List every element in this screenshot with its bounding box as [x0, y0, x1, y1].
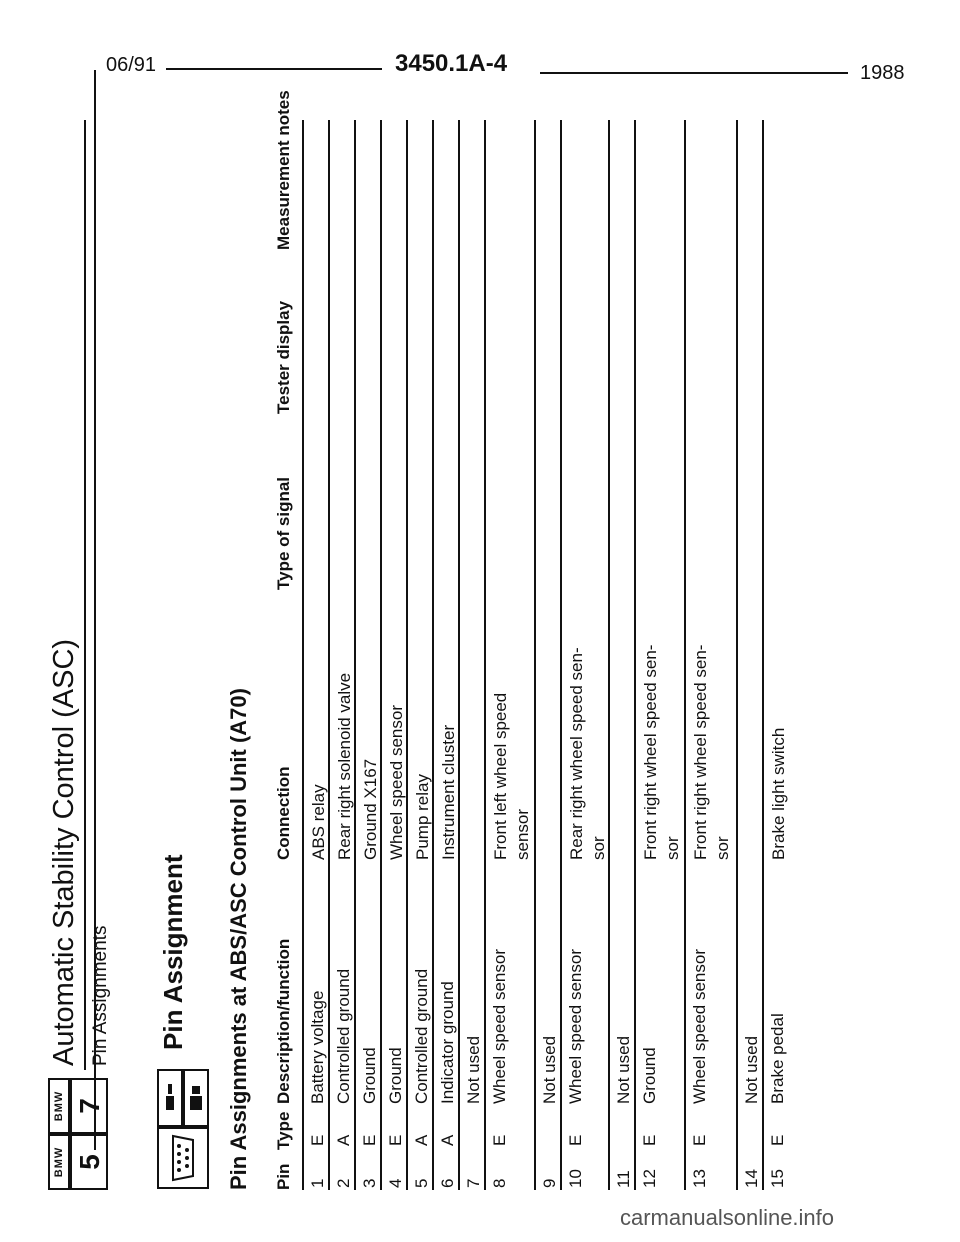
row-rule: [380, 120, 382, 1190]
cell-connection: Front right wheel speed sen-sor: [641, 644, 682, 860]
cell-pin: 6: [438, 1178, 457, 1188]
table-row: [302, 120, 328, 1190]
connector-icon: [148, 1060, 218, 1190]
cell-type: E: [690, 1134, 709, 1146]
row-rule: [354, 120, 356, 1190]
cell-type: E: [566, 1134, 585, 1146]
cell-description: Not used: [464, 1035, 483, 1104]
col-header-pin: Pin: [274, 1163, 293, 1190]
header-year: 1988: [860, 62, 905, 84]
rotated-page-content: [48, 70, 808, 1190]
cell-pin: 2: [334, 1178, 353, 1188]
bmw-series-logo: [48, 1078, 108, 1190]
cell-type: A: [412, 1134, 431, 1146]
series-7: 7: [70, 1078, 108, 1134]
cell-pin: 14: [742, 1169, 761, 1188]
table-row: [484, 120, 534, 1190]
row-rule: [328, 120, 330, 1190]
cell-description: Brake pedal: [768, 1013, 787, 1104]
col-header-type: Type: [274, 1111, 293, 1150]
cell-description: Not used: [540, 1035, 559, 1104]
cell-connection: Instrument cluster: [439, 724, 458, 860]
cell-description: Ground: [360, 1047, 379, 1104]
col-header-notes: Measurement notes: [274, 90, 293, 250]
table-row: [608, 120, 634, 1190]
bmw-label-right: BMW: [48, 1078, 70, 1134]
cell-pin: 4: [386, 1178, 405, 1188]
cell-type: E: [490, 1134, 509, 1146]
cell-type: E: [308, 1134, 327, 1146]
row-rule: [484, 120, 486, 1190]
cell-pin: 12: [640, 1169, 659, 1188]
row-rule: [458, 120, 460, 1190]
cell-description: Not used: [614, 1035, 633, 1104]
table-title: Pin Assignments at ABS/ASC Control Unit (A70): [226, 688, 251, 1190]
cell-pin: 1: [308, 1178, 327, 1188]
row-rule: [634, 120, 636, 1190]
cell-connection: Rear right wheel speed sen-sor: [567, 647, 608, 860]
cell-connection: Front right wheel speed sen-sor: [691, 644, 732, 860]
series-5: 5: [70, 1134, 108, 1190]
row-rule: [684, 120, 686, 1190]
cell-pin: 13: [690, 1169, 709, 1188]
cell-pin: 3: [360, 1178, 379, 1188]
cell-connection: Ground X167: [361, 758, 380, 860]
cell-connection: Rear right solenoid valve: [335, 672, 354, 860]
cell-description: Wheel speed sensor: [490, 949, 509, 1104]
cell-description: Ground: [386, 1047, 405, 1104]
cell-connection: Pump relay: [413, 774, 432, 860]
table-row: [328, 120, 354, 1190]
cell-type: E: [640, 1134, 659, 1146]
section-title: Pin Assignment: [158, 854, 188, 1050]
row-rule: [432, 120, 434, 1190]
watermark: carmanualsonline.info: [620, 1205, 835, 1230]
cell-description: Controlled ground: [334, 968, 353, 1104]
table-row: [380, 120, 406, 1190]
cell-pin: 8: [490, 1178, 509, 1188]
col-header-tester: Tester display: [274, 300, 293, 414]
cell-connection: ABS relay: [309, 784, 328, 860]
cell-type: E: [768, 1134, 787, 1146]
page-title: Automatic Stability Control (ASC): [48, 638, 80, 1066]
cell-type: E: [360, 1134, 379, 1146]
row-rule: [534, 120, 536, 1190]
row-rule: [762, 120, 764, 1190]
cell-connection: Front left wheel speed sensor: [491, 692, 532, 860]
row-rule: [560, 120, 562, 1190]
col-header-connection: Connection: [274, 766, 293, 860]
col-header-description: Description/function: [274, 938, 293, 1104]
table-row: [406, 120, 432, 1190]
row-rule: [736, 120, 738, 1190]
cell-type: A: [438, 1134, 457, 1146]
page-subtitle: Pin Assignments: [90, 925, 111, 1066]
table-row: [458, 120, 484, 1190]
cell-description: Wheel speed sensor: [690, 949, 709, 1104]
table-row: [560, 120, 608, 1190]
header-date: 06/91: [106, 54, 157, 76]
row-rule: [302, 120, 304, 1190]
cell-description: Battery voltage: [308, 990, 327, 1104]
cell-description: Controlled ground: [412, 968, 431, 1104]
bmw-label-left: BMW: [48, 1134, 70, 1190]
title-rule: [84, 120, 86, 1070]
cell-description: Ground: [640, 1047, 659, 1104]
cell-description: Not used: [742, 1035, 761, 1104]
table-row: [762, 120, 788, 1190]
cell-pin: 9: [540, 1178, 559, 1188]
cell-type: E: [386, 1134, 405, 1146]
cell-pin: 10: [566, 1169, 585, 1188]
cell-pin: 5: [412, 1178, 431, 1188]
table-row: [432, 120, 458, 1190]
col-header-signal: Type of signal: [274, 476, 293, 590]
cell-pin: 7: [464, 1178, 483, 1188]
table-row: [534, 120, 560, 1190]
row-rule: [608, 120, 610, 1190]
row-rule: [406, 120, 408, 1190]
table-row: [634, 120, 684, 1190]
cell-pin: 11: [614, 1170, 633, 1188]
cell-type: A: [334, 1134, 353, 1146]
table-row: [354, 120, 380, 1190]
table-row: [736, 120, 762, 1190]
cell-description: Wheel speed sensor: [566, 949, 585, 1104]
cell-connection: Wheel speed sensor: [387, 705, 406, 860]
header-doc-number: 3450.1A-4: [395, 50, 508, 77]
cell-description: Indicator ground: [438, 981, 457, 1104]
cell-pin: 15: [768, 1169, 787, 1188]
cell-connection: Brake light switch: [769, 727, 788, 860]
table-row: [684, 120, 736, 1190]
